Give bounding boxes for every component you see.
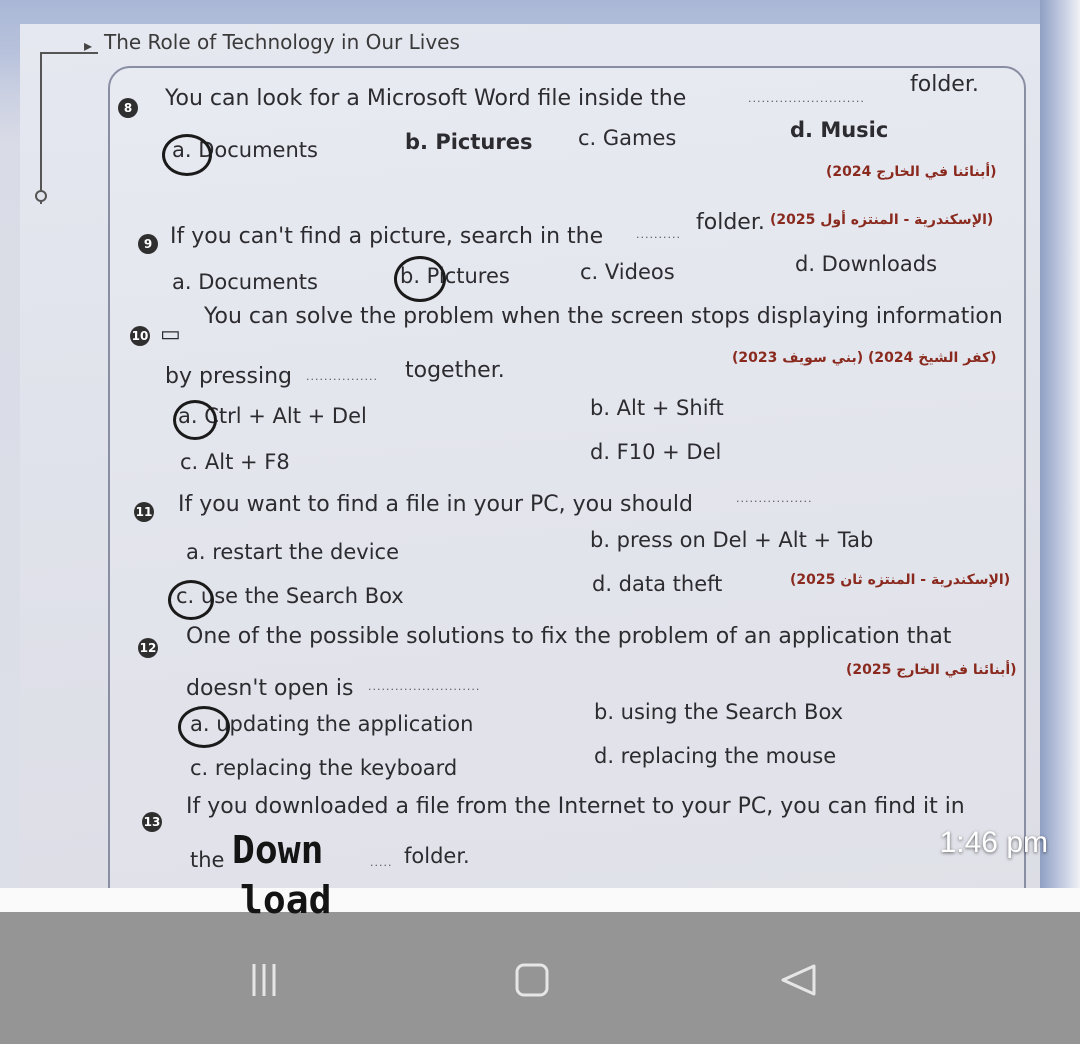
option-a: a. Ctrl + Alt + Del xyxy=(178,404,367,428)
question-text: You can look for a Microsoft Word file inside the xyxy=(165,86,687,111)
option-c: c. use the Search Box xyxy=(176,584,404,608)
section-bracket xyxy=(40,52,98,204)
answer-blank: ......................... xyxy=(368,680,481,693)
question-number: 10 xyxy=(130,326,150,346)
option-a: a. Documents xyxy=(172,270,318,294)
option-d: d. data theft xyxy=(592,572,723,596)
question-number: 12 xyxy=(138,638,158,658)
question-text-end: folder. xyxy=(696,210,765,235)
question-text: If you can't find a picture, search in the xyxy=(170,224,604,249)
answer-circle xyxy=(394,256,446,302)
option-b: b. Alt + Shift xyxy=(590,396,724,420)
answer-blank: .......................... xyxy=(748,92,865,105)
answer-blank: ................. xyxy=(736,492,813,505)
handwritten-answer-line2: load xyxy=(240,878,332,922)
answer-circle xyxy=(178,706,230,748)
answer-blank: .......... xyxy=(636,228,681,241)
question-number: 13 xyxy=(142,812,162,832)
source-note: (الإسكندرية - المنتزه أول 2025) xyxy=(770,212,994,228)
question-text: You can solve the problem when the screen stops displaying information xyxy=(204,304,1003,329)
option-a: a. restart the device xyxy=(186,540,400,564)
question-text-line2: by pressing xyxy=(165,364,292,389)
option-a: a. Documents xyxy=(172,138,318,162)
source-note: (الإسكندرية - المنتزه ثان 2025) xyxy=(790,572,1011,588)
option-d: d. Music xyxy=(790,118,889,142)
navigation-bar xyxy=(0,912,1080,1044)
question-number: 11 xyxy=(134,502,154,522)
option-d: d. Downloads xyxy=(795,252,938,276)
option-b: b. Pictures xyxy=(400,264,510,288)
home-icon[interactable] xyxy=(514,962,550,998)
book-icon: ▭ xyxy=(160,322,181,347)
answer-circle xyxy=(168,580,214,620)
option-c: c. Alt + F8 xyxy=(180,450,290,474)
source-note: (كفر الشيخ 2024) (بني سويف 2023) xyxy=(732,350,997,366)
question-text: If you want to find a file in your PC, you should xyxy=(178,492,693,517)
question-text: If you downloaded a file from the Internet to your PC, you can find it in xyxy=(186,794,965,819)
source-note: (أبنائنا في الخارج 2025) xyxy=(846,662,1017,678)
answer-circle xyxy=(173,400,217,440)
answer-circle xyxy=(162,134,212,176)
option-b: b. Pictures xyxy=(405,130,533,154)
question-text-end: together. xyxy=(405,358,505,383)
answer-blank: ..... xyxy=(370,856,393,869)
question-text: One of the possible solutions to fix the problem of an application that xyxy=(186,624,952,649)
back-icon[interactable] xyxy=(778,962,818,998)
option-a: a. updating the application xyxy=(190,712,474,736)
answer-blank: ................ xyxy=(306,370,378,383)
question-number: 8 xyxy=(118,98,138,118)
option-d: d. replacing the mouse xyxy=(594,744,837,768)
recent-apps-icon[interactable] xyxy=(246,960,282,1000)
option-c: c. replacing the keyboard xyxy=(190,756,458,780)
handwritten-answer-line1: Down xyxy=(232,828,324,872)
question-text-end: folder. xyxy=(404,844,470,868)
option-d: d. F10 + Del xyxy=(590,440,722,464)
option-c: c. Games xyxy=(578,126,677,150)
photo-bottom-margin xyxy=(0,888,1080,912)
question-text-end: folder. xyxy=(910,72,979,97)
breadcrumb-arrow-icon: ▸ xyxy=(84,36,93,55)
option-b: b. press on Del + Alt + Tab xyxy=(590,528,874,552)
bracket-end-dot xyxy=(35,190,47,202)
question-text-line2: the xyxy=(190,848,225,872)
question-text-line2: doesn't open is xyxy=(186,676,354,701)
option-c: c. Videos xyxy=(580,260,675,284)
status-time: 1:46 pm xyxy=(939,826,1048,859)
page-edge xyxy=(1040,0,1080,888)
source-note: (أبنائنا في الخارج 2024) xyxy=(826,164,997,180)
question-number: 9 xyxy=(138,234,158,254)
option-b: b. using the Search Box xyxy=(594,700,844,724)
breadcrumb: The Role of Technology in Our Lives xyxy=(104,30,460,54)
